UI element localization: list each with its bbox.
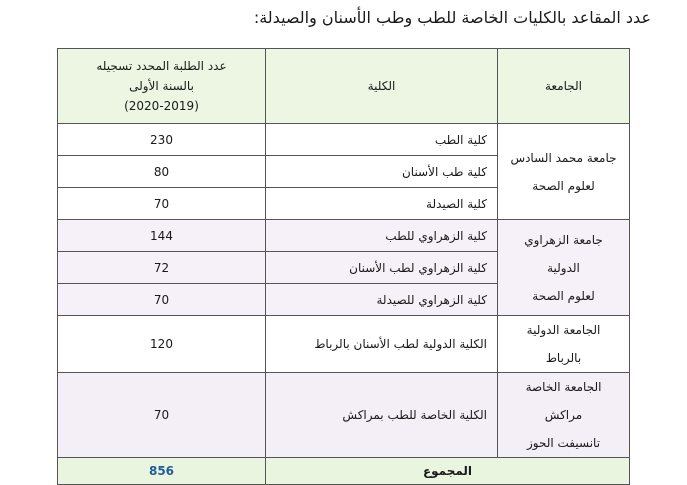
faculty-cell: كلية الزهراوي للصيدلة: [266, 284, 498, 316]
students-cell: 70: [58, 373, 266, 458]
faculty-cell: كلية طب الأسنان: [266, 156, 498, 188]
faculty-cell: كلية الطب: [266, 124, 498, 156]
faculty-cell: الكلية الدولية لطب الأسنان بالرباط: [266, 316, 498, 373]
university-name-line2: لعلوم الصحة: [532, 288, 595, 303]
header-students-line1: عدد الطلبة المحدد تسجيله: [96, 59, 227, 73]
faculty-cell: كلية الزهراوي لطب الأسنان: [266, 252, 498, 284]
university-name-line1: جامعة محمد السادس: [510, 150, 617, 165]
total-label: المجموع: [266, 458, 630, 485]
header-students: [58, 49, 266, 124]
university-cell: [498, 220, 630, 316]
table-row: [58, 373, 630, 458]
seats-table: [57, 48, 630, 485]
students-cell: 70: [58, 284, 266, 316]
university-name-line1: جامعة الزهراوي الدولية: [524, 232, 603, 275]
total-row: [58, 458, 630, 485]
table-row: [58, 316, 630, 373]
students-cell: 72: [58, 252, 266, 284]
university-name-line2: لعلوم الصحة: [532, 178, 595, 193]
university-name-line1: الجامعة الدولية بالرباط: [526, 323, 601, 365]
students-cell: 144: [58, 220, 266, 252]
students-cell: 120: [58, 316, 266, 373]
faculty-cell: كلية الزهراوي للطب: [266, 220, 498, 252]
header-university: الجامعة: [498, 49, 630, 124]
university-name-line2: تانسيفت الحوز: [526, 436, 601, 450]
faculty-cell: كلية الصيدلة: [266, 188, 498, 220]
university-name-line1: الجامعة الخاصة مراكش: [525, 380, 602, 422]
students-cell: 80: [58, 156, 266, 188]
header-students-line2: بالسنة الأولى: [129, 79, 194, 93]
table-row: [58, 220, 630, 252]
table-row: [58, 124, 630, 156]
header-students-line3: (2020-2019): [124, 99, 199, 113]
header-faculty: الكلية: [266, 49, 498, 124]
university-cell: [498, 124, 630, 220]
total-value: 856: [58, 458, 266, 485]
page-title: عدد المقاعد بالكليات الخاصة للطب وطب الأسنان والصيدلة:: [253, 8, 651, 27]
students-cell: 70: [58, 188, 266, 220]
university-cell: [498, 316, 630, 373]
table-header-row: [58, 49, 630, 124]
faculty-cell: الكلية الخاصة للطب بمراكش: [266, 373, 498, 458]
students-cell: 230: [58, 124, 266, 156]
university-cell: [498, 373, 630, 458]
